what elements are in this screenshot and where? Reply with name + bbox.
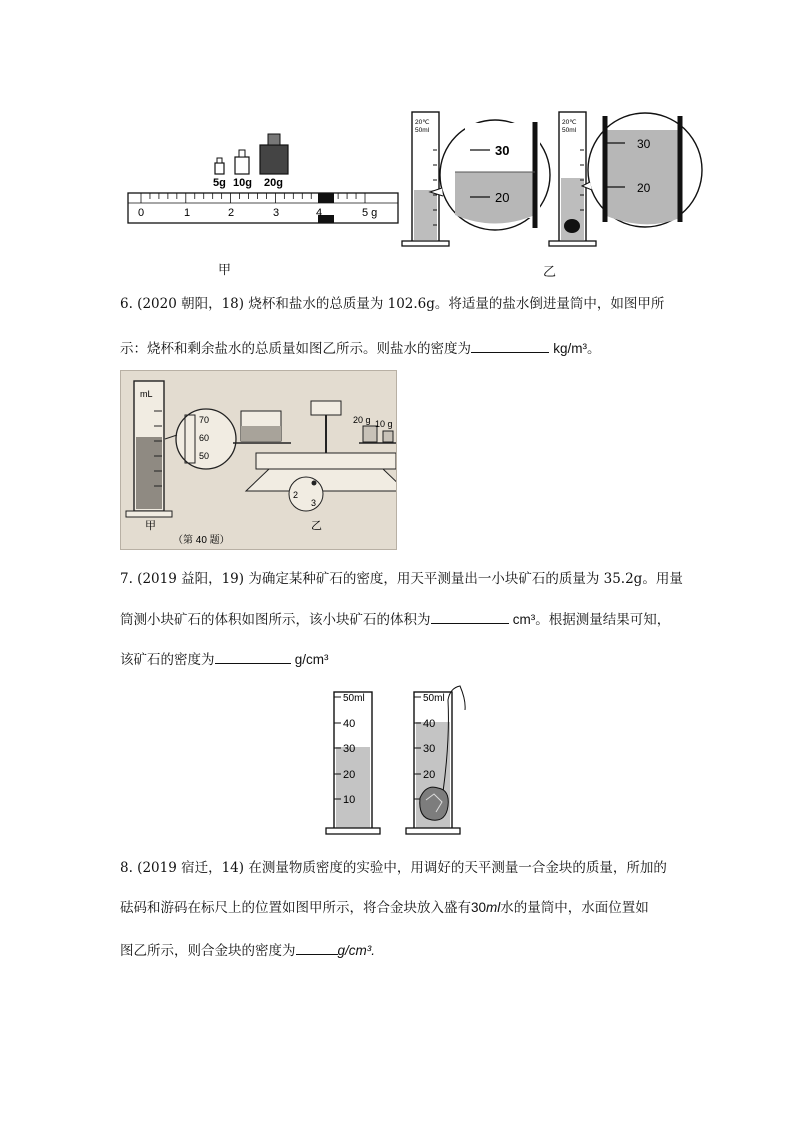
svg-text:（第 40 题）: （第 40 题） (173, 535, 230, 546)
q7-line2: 筒测小块矿石的体积如图所示，该小块矿石的体积为 cm³。根据测量结果可知， (120, 609, 670, 630)
q8-line3: 图乙所示，则合金块的密度为 g/cm³. (120, 940, 375, 961)
ruler-tick-2: 2 (228, 207, 235, 219)
svg-text:20 g: 20 g (353, 415, 371, 425)
ruler-tick-5: 5 g (362, 207, 378, 219)
weights-group (213, 134, 288, 189)
svg-text:20℃: 20℃ (415, 119, 430, 126)
svg-text:60: 60 (199, 433, 210, 443)
svg-text:50ml: 50ml (562, 127, 577, 134)
svg-text:10 g: 10 g (375, 419, 393, 429)
cylinder-after (406, 686, 465, 834)
caption-yi: 乙 (543, 265, 557, 280)
weight-5g-label: 5g (213, 177, 226, 189)
svg-text:50: 50 (199, 451, 210, 461)
cylinder-before (326, 692, 380, 834)
ruler-tick-4: 4 (316, 207, 323, 219)
cylinder-right (549, 112, 702, 246)
svg-text:40: 40 (423, 718, 436, 730)
svg-text:20: 20 (343, 769, 356, 781)
svg-text:甲: 甲 (145, 520, 156, 532)
svg-text:50ml: 50ml (423, 693, 445, 704)
q6-line2: 示：烧杯和剩余盐水的总质量如图乙所示。则盐水的密度为 kg/m³。 (120, 338, 601, 359)
q7-line1: 7. (2019 益阳，19) 为确定某种矿石的密度，用天平测量出一小块矿石的质量为 35.2g。用量 (120, 571, 683, 587)
q8-density-blank[interactable] (296, 940, 338, 955)
svg-text:10: 10 (343, 794, 356, 806)
q7-density-blank[interactable] (215, 649, 291, 664)
q8-line1: 8. (2019 宿迁，14) 在测量物质密度的实验中，用调好的天平测量一合金块的质量，所加的 (120, 860, 667, 876)
figure-photo-balance (120, 370, 397, 550)
ruler-tick-0: 0 (138, 207, 145, 219)
svg-text:3: 3 (311, 498, 317, 508)
svg-text:50ml: 50ml (415, 127, 430, 134)
beam-ruler (128, 193, 398, 223)
q8-line2: 砝码和游码在标尺上的位置如图甲所示，将合金块放入盛有30ml水的量筒中，水面位置如 (120, 900, 649, 916)
svg-text:70: 70 (199, 415, 210, 425)
svg-text:30: 30 (637, 137, 651, 151)
svg-text:mL: mL (140, 389, 153, 399)
figure-balance-and-cylinders (0, 100, 794, 250)
ruler-tick-1: 1 (184, 207, 191, 219)
q6-line1: 6. (2020 朝阳，18) 烧杯和盐水的总质量为 102.6g。将适量的盐水倒进量筒中，如图甲所 (120, 296, 665, 312)
rock (420, 787, 449, 820)
svg-text:20℃: 20℃ (562, 119, 577, 126)
svg-text:30: 30 (495, 143, 510, 158)
caption-jia: 甲 (218, 263, 232, 278)
weight-20g-label: 20g (264, 177, 283, 189)
figure-two-cylinders (300, 680, 500, 840)
ruler-tick-3: 3 (273, 207, 280, 219)
svg-text:20: 20 (637, 181, 651, 195)
svg-text:2: 2 (293, 490, 299, 500)
svg-text:20: 20 (423, 769, 436, 781)
svg-text:50ml: 50ml (343, 693, 365, 704)
svg-text:30: 30 (343, 743, 356, 755)
svg-text:40: 40 (343, 718, 356, 730)
svg-text:乙: 乙 (311, 520, 322, 532)
weight-10g-label: 10g (233, 177, 252, 189)
photo-drawing (121, 371, 396, 549)
q7-volume-blank[interactable] (431, 609, 509, 624)
svg-text:20: 20 (495, 190, 510, 205)
q7-line3: 该矿石的密度为 g/cm³ (120, 649, 329, 670)
cylinder-left (402, 112, 550, 246)
svg-text:30: 30 (423, 743, 436, 755)
q6-answer-blank[interactable] (471, 338, 549, 353)
